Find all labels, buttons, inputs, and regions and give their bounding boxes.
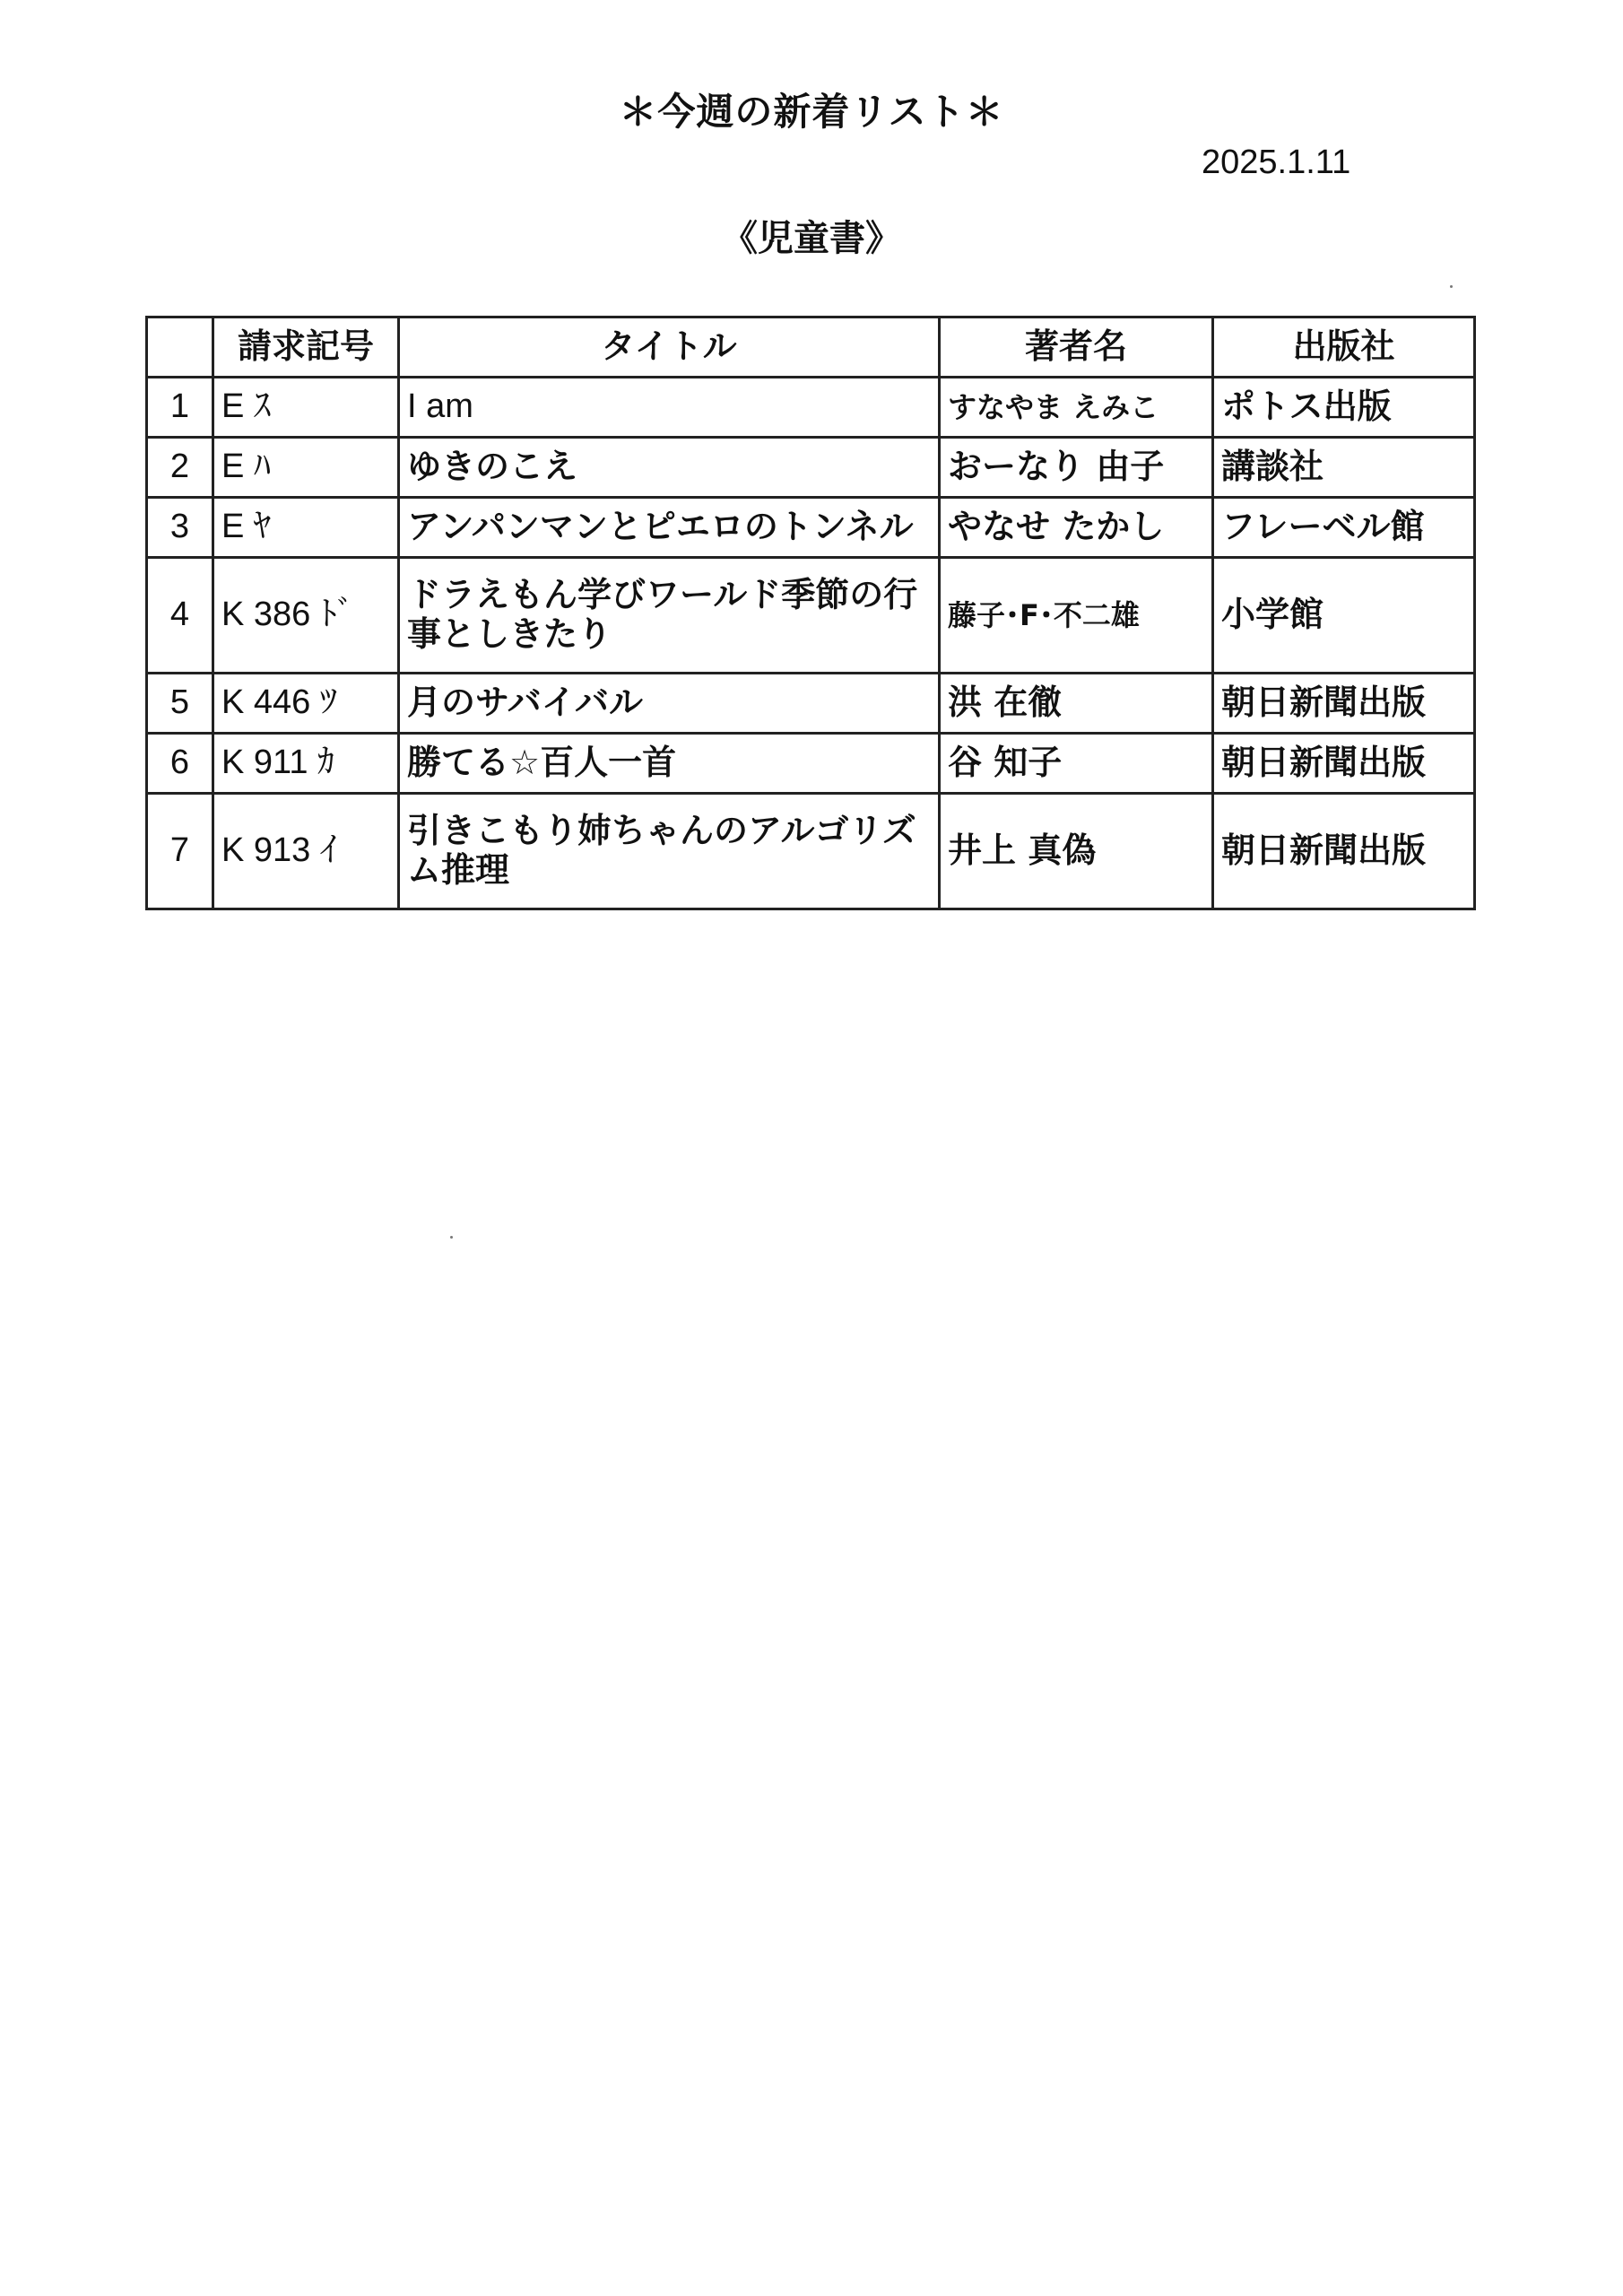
call-number: K 913 ｲ (213, 794, 399, 909)
call-number: E ﾔ (213, 498, 399, 558)
book-publisher: 小学館 (1213, 558, 1475, 674)
call-number: E ｽ (213, 378, 399, 438)
book-title: アンパンマンとピエロのトンネル (399, 498, 940, 558)
scan-speck (1450, 285, 1453, 288)
row-number: 7 (147, 794, 213, 909)
row-number: 1 (147, 378, 213, 438)
row-number: 6 (147, 734, 213, 794)
scan-speck (450, 1236, 453, 1239)
table-row (147, 558, 1475, 674)
table-header-row (147, 317, 1475, 378)
book-author: すなやま えみこ (940, 378, 1213, 438)
table-row (147, 674, 1475, 734)
book-publisher: ポトス出版 (1213, 378, 1475, 438)
table-row (147, 498, 1475, 558)
call-number: K 446 ﾂ (213, 674, 399, 734)
call-number: E ﾊ (213, 438, 399, 498)
book-title: ゆきのこえ (399, 438, 940, 498)
table-row (147, 734, 1475, 794)
table-row (147, 378, 1475, 438)
header-publisher: 出版社 (1213, 317, 1475, 378)
book-publisher: 朝日新聞出版 (1213, 674, 1475, 734)
book-title: I am (399, 378, 940, 438)
book-publisher: 講談社 (1213, 438, 1475, 498)
header-author: 著者名 (940, 317, 1213, 378)
book-title: 月のサバイバル (399, 674, 940, 734)
call-number: K 911 ｶ (213, 734, 399, 794)
header-number (147, 317, 213, 378)
book-publisher: 朝日新聞出版 (1213, 734, 1475, 794)
row-number: 5 (147, 674, 213, 734)
row-number: 2 (147, 438, 213, 498)
call-number: K 386 ﾄﾞ (213, 558, 399, 674)
book-title: 引きこもり姉ちゃんのアルゴリズム推理 (399, 794, 940, 909)
book-author: 洪 在徹 (940, 674, 1213, 734)
book-author: やなせ たかし (940, 498, 1213, 558)
table-row (147, 438, 1475, 498)
book-author: 井上 真偽 (940, 794, 1213, 909)
list-date: 2025.1.11 (1202, 144, 1351, 181)
book-author: 藤子･F･不二雄 (940, 558, 1213, 674)
book-author: 谷 知子 (940, 734, 1213, 794)
book-title: ドラえもん学びワールド季節の行事としきたり (399, 558, 940, 674)
section-title: 《児童書》 (722, 218, 901, 259)
book-publisher: フレーベル館 (1213, 498, 1475, 558)
header-title: タイトル (399, 317, 940, 378)
book-author: おーなり 由子 (940, 438, 1213, 498)
new-arrivals-table (145, 316, 1476, 910)
row-number: 4 (147, 558, 213, 674)
row-number: 3 (147, 498, 213, 558)
header-call-number: 請求記号 (213, 317, 399, 378)
book-title: 勝てる☆百人一首 (399, 734, 940, 794)
book-publisher: 朝日新聞出版 (1213, 794, 1475, 909)
table-row (147, 794, 1475, 909)
page-title: ＊今週の新着リスト＊ (619, 90, 1004, 134)
